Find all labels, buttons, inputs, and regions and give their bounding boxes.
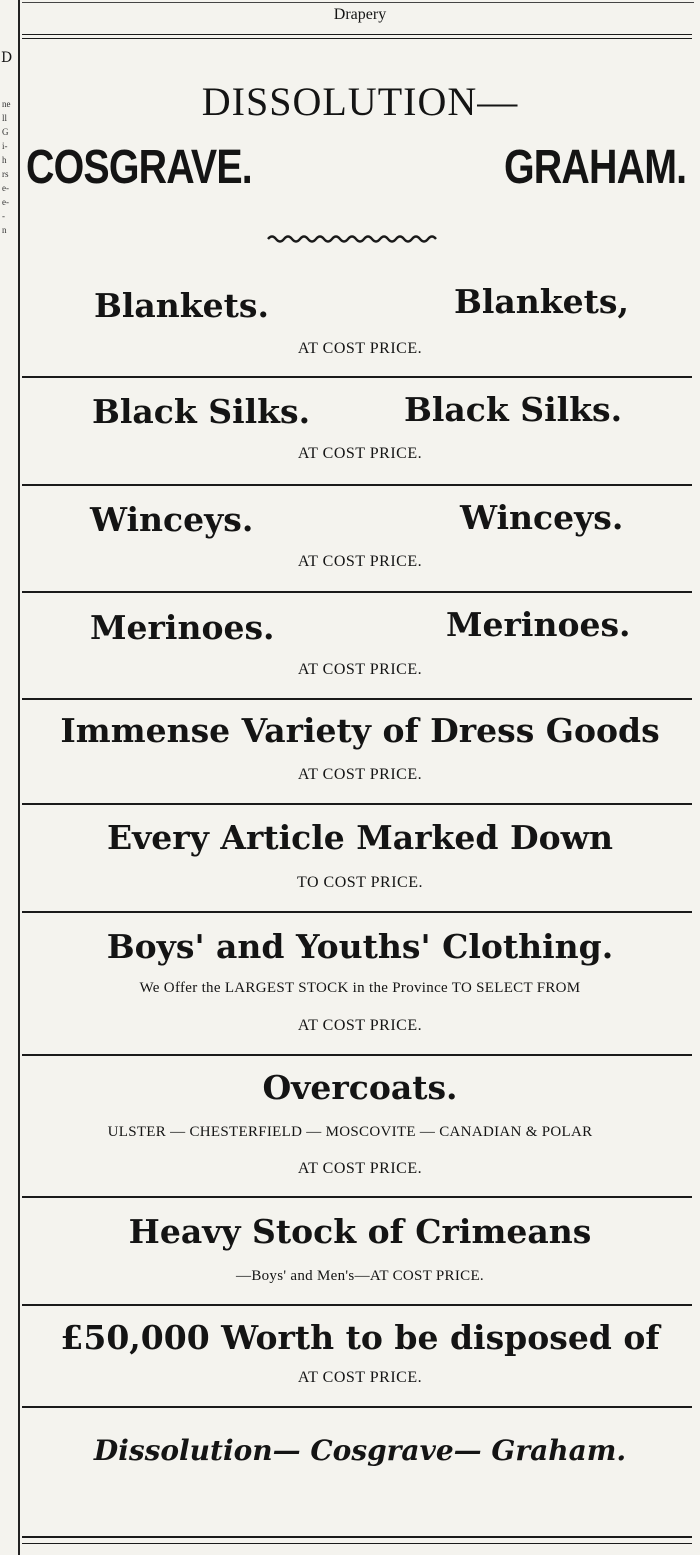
crimeans-line: —Boys' and Men's—AT COST PRICE.: [236, 1268, 484, 1284]
section-label: Drapery: [333, 6, 387, 23]
marked-down-heading: Every Article Marked Down: [106, 818, 613, 857]
crimeans-heading: Heavy Stock of Crimeans: [128, 1212, 592, 1251]
price-note: AT COST PRICE.: [297, 553, 423, 570]
margin-text: e-: [2, 183, 9, 193]
price-note: TO COST PRICE.: [297, 874, 423, 891]
price-note: AT COST PRICE.: [297, 1369, 423, 1386]
section-rule: [22, 803, 692, 805]
ornamental-divider: [266, 232, 438, 246]
item-black-silks-right: Black Silks.: [404, 390, 623, 429]
clothing-line: We Offer the LARGEST STOCK in the Province TO SELECT FROM: [139, 980, 581, 996]
margin-letter: D: [1, 50, 13, 66]
item-merinoes-right: Merinoes.: [446, 605, 631, 644]
item-blankets-left: Blankets.: [94, 286, 269, 325]
margin-text: n: [2, 225, 7, 235]
section-rule: [22, 1304, 692, 1306]
section-rule: [22, 484, 692, 486]
signoff: Dissolution— Cosgrave— Graham.: [93, 1434, 627, 1467]
firm-name-left: COSGRAVE.: [26, 141, 252, 194]
section-rule: [22, 376, 692, 378]
clothing-heading: Boys' and Youths' Clothing.: [106, 927, 614, 966]
bottom-rule: [22, 1543, 692, 1544]
margin-text: G: [2, 127, 9, 137]
item-black-silks-left: Black Silks.: [92, 392, 311, 431]
top-rule: [22, 2, 694, 3]
section-rule: [22, 591, 692, 593]
price-note: AT COST PRICE.: [297, 766, 423, 783]
margin-text: e-: [2, 197, 9, 207]
margin-text: -: [2, 211, 5, 221]
margin-text: ll: [2, 113, 8, 123]
margin-text: ne: [2, 99, 11, 109]
header-rule: [22, 38, 692, 39]
item-winceys-left: Winceys.: [90, 500, 254, 539]
item-merinoes-left: Merinoes.: [90, 608, 275, 647]
adjacent-column-fragment: [0, 0, 18, 1555]
item-blankets-right: Blankets,: [454, 282, 629, 321]
section-rule: [22, 1054, 692, 1056]
section-rule: [22, 1196, 692, 1198]
dissolution-heading: DISSOLUTION—: [201, 79, 519, 124]
section-rule: [22, 1406, 692, 1408]
item-winceys-right: Winceys.: [460, 498, 624, 537]
section-rule: [22, 698, 692, 700]
price-note: AT COST PRICE.: [297, 445, 423, 462]
price-note: AT COST PRICE.: [297, 340, 423, 357]
price-note: AT COST PRICE.: [297, 1160, 423, 1177]
price-note: AT COST PRICE.: [297, 661, 423, 678]
section-rule: [22, 911, 692, 913]
firm-name-right: GRAHAM.: [504, 141, 687, 194]
overcoats-line: ULSTER — CHESTERFIELD — MOSCOVITE — CANADIAN & POLAR: [107, 1124, 593, 1140]
price-note: AT COST PRICE.: [297, 1017, 423, 1034]
margin-text: rs: [2, 169, 9, 179]
worth-heading: £50,000 Worth to be disposed of: [60, 1318, 660, 1357]
dress-goods-heading: Immense Variety of Dress Goods: [60, 711, 660, 750]
overcoats-heading: Overcoats.: [262, 1068, 458, 1107]
margin-text: i-: [2, 141, 8, 151]
bottom-rule: [22, 1536, 692, 1538]
header-rule: [22, 34, 692, 35]
margin-text: h: [2, 155, 7, 165]
